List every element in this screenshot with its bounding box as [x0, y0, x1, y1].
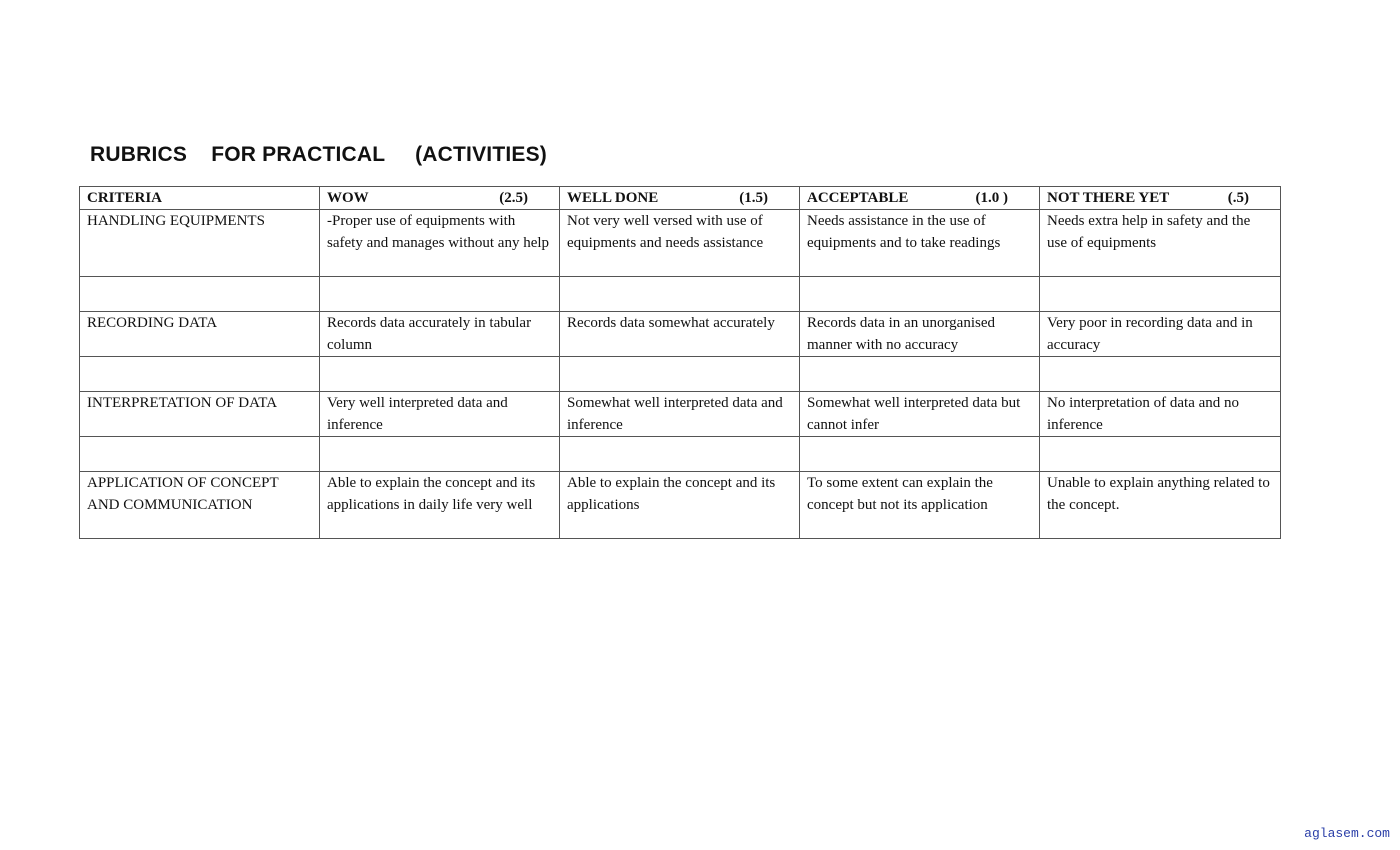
table-row-handling-equipments — [80, 210, 1281, 277]
header-level-wow — [320, 187, 560, 210]
header-level-acceptable — [800, 187, 1040, 210]
header-level-well-done — [560, 187, 800, 210]
rubric-cell: Not very well versed with use of equipments and needs assistance — [560, 210, 800, 277]
table-row-recording-data — [80, 312, 1281, 357]
empty-cell — [800, 277, 1040, 312]
rubric-cell: Able to explain the concept and its applications — [560, 472, 800, 539]
header-level-not-there-yet — [1040, 187, 1281, 210]
rubric-cell: Records data somewhat accurately — [560, 312, 800, 357]
rubric-cell: Somewhat well interpreted data but cannot infer — [800, 392, 1040, 437]
header-level-score: (2.5) — [499, 190, 528, 206]
rubric-cell: Records data accurately in tabular column — [320, 312, 560, 357]
empty-row — [80, 357, 1281, 392]
header-level-score: (1.5) — [739, 190, 768, 206]
criteria-cell: APPLICATION OF CONCEPT AND COMMUNICATION — [80, 472, 320, 539]
page-title: RUBRICS FOR PRACTICAL (ACTIVITIES) — [90, 143, 547, 166]
rubric-cell: Somewhat well interpreted data and inference — [560, 392, 800, 437]
rubric-cell: To some extent can explain the concept but not its application — [800, 472, 1040, 539]
header-level-score: (.5) — [1227, 190, 1249, 206]
empty-cell — [320, 437, 560, 472]
table-row-application-of-concept — [80, 472, 1281, 539]
header-criteria-label: CRITERIA — [87, 190, 163, 206]
rubric-cell: Needs assistance in the use of equipments and to take readings — [800, 210, 1040, 277]
rubric-cell: Very well interpreted data and inference — [320, 392, 560, 437]
empty-cell — [1040, 357, 1281, 392]
header-criteria — [80, 187, 320, 210]
empty-cell — [1040, 277, 1281, 312]
empty-cell — [560, 277, 800, 312]
header-level-name: NOT THERE YET — [1047, 190, 1170, 206]
rubric-cell: No interpretation of data and no inference — [1040, 392, 1281, 437]
empty-cell — [80, 357, 320, 392]
empty-cell — [560, 437, 800, 472]
empty-cell — [800, 357, 1040, 392]
empty-cell — [80, 437, 320, 472]
rubric-cell: Very poor in recording data and in accuracy — [1040, 312, 1281, 357]
header-level-name: WELL DONE — [567, 190, 659, 206]
rubric-cell: Able to explain the concept and its applications in daily life very well — [320, 472, 560, 539]
rubric-table — [79, 186, 1281, 539]
empty-row — [80, 277, 1281, 312]
table-row-interpretation-of-data — [80, 392, 1281, 437]
empty-cell — [560, 357, 800, 392]
rubric-cell: Unable to explain anything related to the concept. — [1040, 472, 1281, 539]
rubric-cell: -Proper use of equipments with safety and manages without any help — [320, 210, 560, 277]
header-level-score: (1.0 ) — [975, 190, 1008, 206]
rubric-cell: Records data in an unorganised manner with no accuracy — [800, 312, 1040, 357]
empty-cell — [80, 277, 320, 312]
empty-cell — [1040, 437, 1281, 472]
header-level-name: WOW — [327, 190, 369, 206]
header-level-name: ACCEPTABLE — [807, 190, 909, 206]
criteria-cell: INTERPRETATION OF DATA — [80, 392, 320, 437]
empty-cell — [800, 437, 1040, 472]
criteria-cell: RECORDING DATA — [80, 312, 320, 357]
empty-cell — [320, 277, 560, 312]
empty-row — [80, 437, 1281, 472]
empty-cell — [320, 357, 560, 392]
watermark-link[interactable]: aglasem.com — [1304, 826, 1390, 841]
criteria-cell: HANDLING EQUIPMENTS — [80, 210, 320, 277]
table-header-row — [80, 187, 1281, 210]
rubric-cell: Needs extra help in safety and the use of equipments — [1040, 210, 1281, 277]
